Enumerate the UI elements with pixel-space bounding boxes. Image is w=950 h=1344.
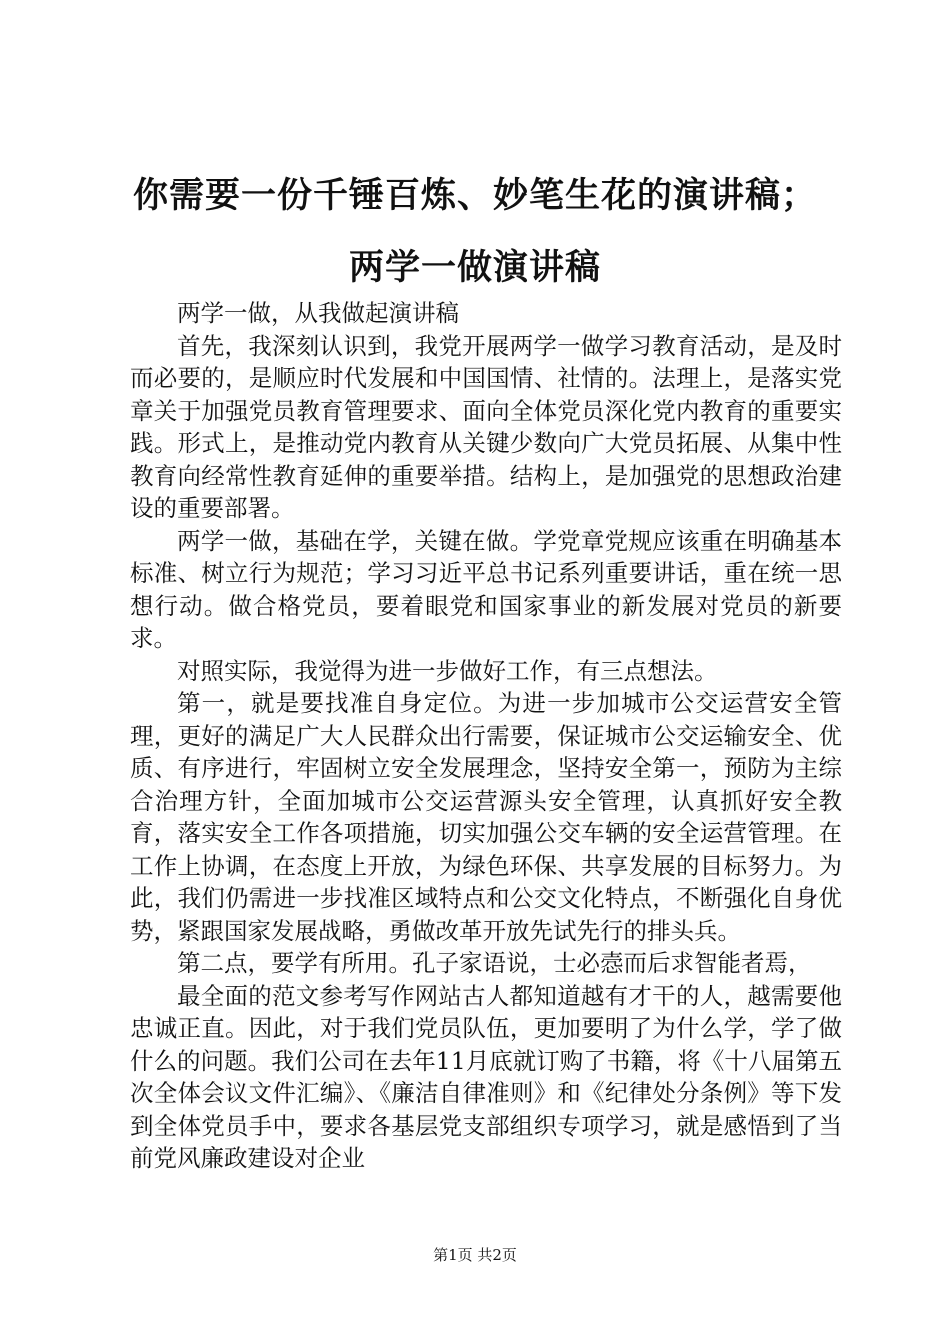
paragraph: 首先，我深刻认识到，我党开展两学一做学习教育活动，是及时而必要的，是顺应时代发展和中国国情、社情的。法理上，是落实党章关于加强党员教育管理要求、面向全体党员深化党内教育的重要实践。形式上，是推动党内教育从关键少数向广大党员拓展、从集中性教育向经常性教育延伸的重要举措。结构上，是加强党的思想政治建设的重要部署。	[130, 331, 842, 522]
document-title: 你需要一份千锤百炼、妙笔生花的演讲稿；两学一做演讲稿	[132, 175, 817, 288]
paragraph: 两学一做，基础在学，关键在做。学党章党规应该重在明确基本标准、树立行为规范；学习习近平总书记系列重要讲话，重在统一思想行动。做合格党员，要着眼党和国家事业的新发展对党员的新要求。	[130, 526, 842, 652]
page-number-footer: 第1页 共2页	[433, 1246, 517, 1264]
paragraph: 对照实际，我觉得为进一步做好工作，有三点想法。	[177, 656, 718, 685]
paragraph: 最全面的范文参考写作网站古人都知道越有才干的人，越需要他忠诚正直。因此，对于我们党员队伍，更加要明了为什么学，学了做什么的问题。我们公司在去年11月底就订购了书籍，将《十八届第五次全体会议文件汇编》、《廉洁自律准则》和《纪律处分条例》等下发到全体党员手中，要求各基层党支部组织专项学习，就是感悟到了当前党风廉政建设对企业	[130, 981, 842, 1172]
paragraph: 第二点，要学有所用。孔子家语说，士必悫而后求智能者焉，	[177, 949, 812, 977]
document-body	[130, 297, 842, 1175]
paragraph: 第一，就是要找准自身定位。为进一步加城市公交运营安全管理，更好的满足广大人民群众出行需要，保证城市公交运输安全、优质、有序进行，牢固树立安全发展理念，坚持安全第一，预防为主综合治理方针，全面加城市公交运营源头安全管理，认真抓好安全教育，落实安全工作各项措施，切实加强公交车辆的安全运营管理。在工作上协调，在态度上开放，为绿色环保、共享发展的目标努力。为此，我们仍需进一步找准区域特点和公交文化特点，不断强化自身优势，紧跟国家发展战略，勇做改革开放先试先行的排头兵。	[130, 689, 842, 945]
paragraph-subtitle: 两学一做，从我做起演讲稿	[177, 299, 459, 327]
